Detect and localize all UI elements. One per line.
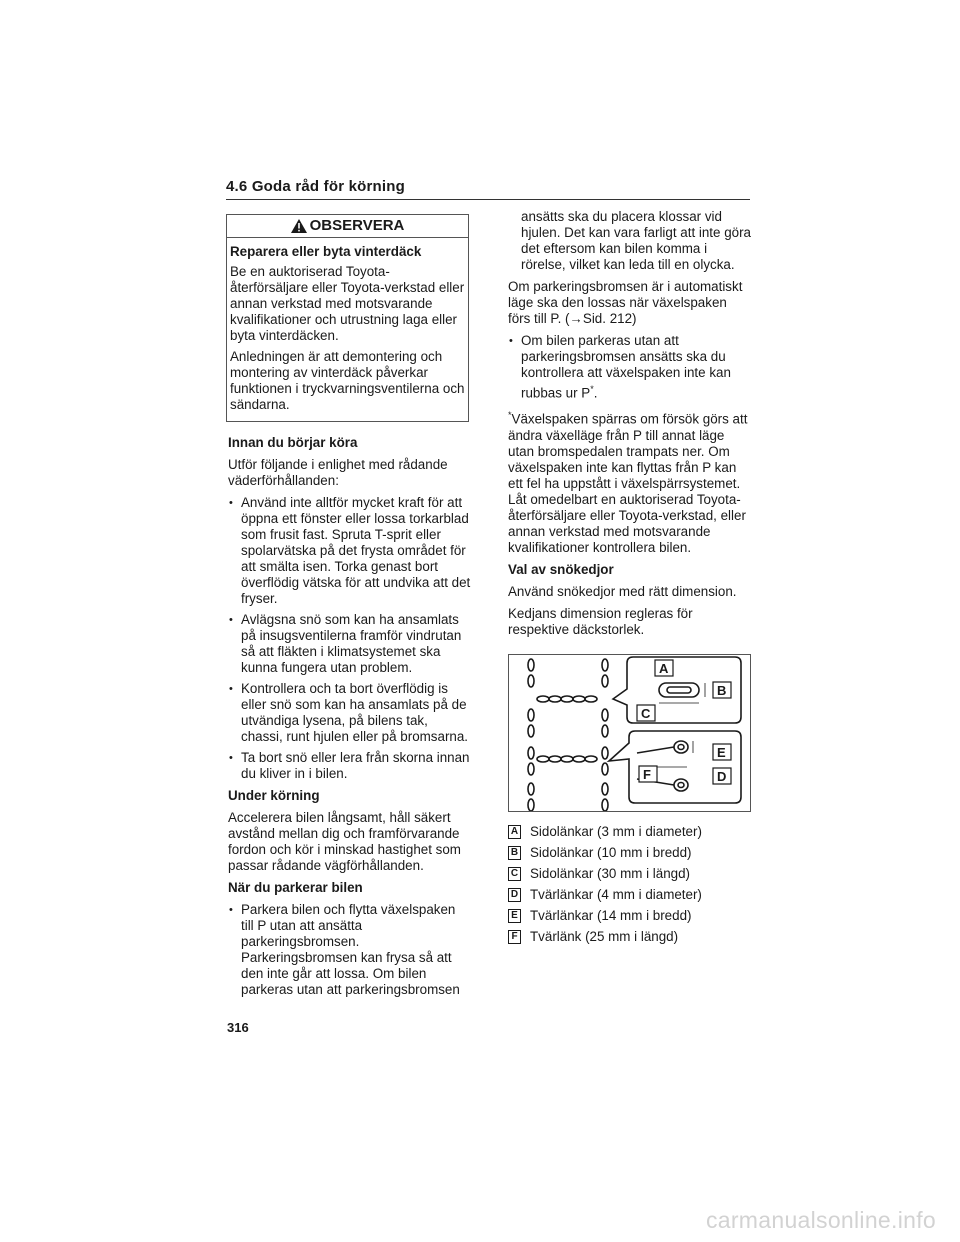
- footnote-marker: *: [508, 410, 512, 421]
- legend-tag: F: [508, 930, 521, 944]
- paragraph: Kedjans dimension regleras för respektive däckstorlek.: [508, 605, 693, 637]
- list-item: • Kontrollera och ta bort överflödig is eller snö som kan ha ansamlats på de utvändiga lysena, på bilens tak, chassi, runt hjulen eller på bromsarna.: [228, 681, 471, 745]
- legend-item: [508, 908, 751, 924]
- legend-item: [508, 887, 751, 903]
- list-item: [508, 333, 751, 401]
- section-title: 4.6 Goda råd för körning: [226, 178, 405, 195]
- bullet-list: [508, 333, 751, 401]
- list-item-text: Om bilen parkeras utan att parkeringsbromsen ansätts ska du kontrollera att växelspaken inte kan rubbas ur P: [521, 333, 731, 401]
- warning-paragraph: Anledningen är att demontering och montering av vinterdäck påverkar funktionen i tryckvarningsventilerna och sändarna.: [230, 349, 465, 412]
- list-item: • Använd inte alltför mycket kraft för att öppna ett fönster eller lossa torkarblad som frusit fast. Spruta T-sprit eller spolarvätska på det frysta området för att smälta isen. Torka genast bort överflödig vätska för att undvika att det fryser.: [228, 495, 471, 607]
- legend-tag: A: [508, 825, 521, 839]
- list-item: • Avlägsna snö som kan ha ansamlats på insugsventilerna framför vindrutan så att fläkten i klimatsystemet ska kunna fungera utan problem.: [228, 612, 471, 676]
- snow-chain-figure: [508, 654, 751, 812]
- snow-chain-diagram: [509, 655, 750, 811]
- footnote-text: Växelspaken spärras om försök görs att ändra växelläge från P till annat läge utan bromspedalen trampats ner. Om växelspaken inte kan flyttas från P kan ett fel ha uppstått i växelspärrsystemet. Låt omedelbart en auktoriserad Toyota-återförsäljare eller Toyota-verkstad, eller annan verkstad med motsvarande kvalifikationer kontrollera bilen.: [508, 411, 748, 555]
- paragraph: Accelerera bilen långsamt, håll säkert avstånd mellan dig och framförvarande fordon och kör i minskad hastighet som passar rådande vägförhållanden.: [228, 810, 461, 873]
- watermark[interactable]: carmanualsonline.info: [705, 1207, 936, 1233]
- legend-tag: C: [508, 867, 521, 881]
- heading-while-driving: Under körning: [228, 788, 320, 803]
- bullet-list: [508, 209, 751, 273]
- heading-snow-chains: Val av snökedjor: [508, 561, 614, 577]
- heading-parking: När du parkerar bilen: [228, 880, 363, 895]
- warning-header: [227, 215, 468, 238]
- warning-triangle-icon: [291, 219, 307, 233]
- legend-item: [508, 866, 751, 882]
- legend-text: Sidolänkar (10 mm i bredd): [530, 844, 692, 860]
- heading-before-driving: Innan du börjar köra: [228, 435, 358, 450]
- warning-body: [227, 238, 468, 421]
- legend-tag: B: [508, 846, 521, 860]
- paragraph: Använd snökedjor med rätt dimension.: [508, 583, 737, 599]
- left-column: [228, 214, 471, 1004]
- legend-tag: E: [508, 909, 521, 923]
- warning-title: OBSERVERA: [309, 217, 405, 234]
- legend-text: Tvärlänkar (14 mm i bredd): [530, 907, 692, 923]
- bullet-list: [228, 902, 471, 998]
- legend: [508, 824, 751, 945]
- header-divider: [226, 199, 750, 200]
- page-number: 316: [227, 1020, 249, 1035]
- list-item: • Ta bort snö eller lera från skorna innan du kliver in i bilen.: [228, 750, 471, 782]
- legend-item: [508, 824, 751, 840]
- figure-label-e: E: [717, 744, 726, 760]
- right-column: [508, 209, 751, 950]
- footnote-marker: *: [590, 384, 594, 394]
- legend-text: Tvärlänk (25 mm i längd): [530, 928, 679, 944]
- bullet-list: [228, 495, 471, 782]
- warning-paragraph: Be en auktoriserad Toyota-återförsäljare eller Toyota-verkstad eller annan verkstad med motsvarande kvalifikationer och utrustning laga eller byta vinterdäcken.: [230, 264, 465, 343]
- legend-tag: D: [508, 888, 521, 902]
- figure-label-a: A: [659, 660, 669, 676]
- figure-label-c: C: [641, 705, 651, 721]
- figure-label-b: B: [717, 682, 727, 698]
- warning-box: [226, 214, 469, 422]
- paragraph: Utför följande i enlighet med rådande väderförhållanden:: [228, 457, 448, 488]
- list-item: • Parkera bilen och flytta växelspaken till P utan att ansätta parkeringsbromsen. Parkeringsbromsen kan frysa så att den inte går att lossa. Om bilen parkeras utan att parkeringsbromsen: [228, 902, 471, 998]
- figure-label-d: D: [717, 768, 727, 784]
- figure-label-f: F: [643, 766, 651, 782]
- warning-heading: Reparera eller byta vinterdäck: [230, 244, 422, 259]
- legend-text: Tvärlänkar (4 mm i diameter): [530, 886, 702, 902]
- paragraph: Om parkeringsbromsen är i automatiskt läge ska den lossas när växelspaken förs till P. (→Sid. 212): [508, 279, 743, 326]
- legend-item: [508, 929, 751, 945]
- footnote: [508, 407, 751, 555]
- legend-text: Sidolänkar (3 mm i diameter): [530, 823, 702, 839]
- list-item-continued: ansätts ska du placera klossar vid hjulen. Det kan vara farligt att inte göra det eftersom kan bilen komma i rörelse, vilket kan leda till en olycka.: [521, 209, 752, 272]
- legend-text: Sidolänkar (30 mm i längd): [530, 865, 691, 881]
- list-item-end: .: [593, 385, 598, 401]
- legend-item: [508, 845, 751, 861]
